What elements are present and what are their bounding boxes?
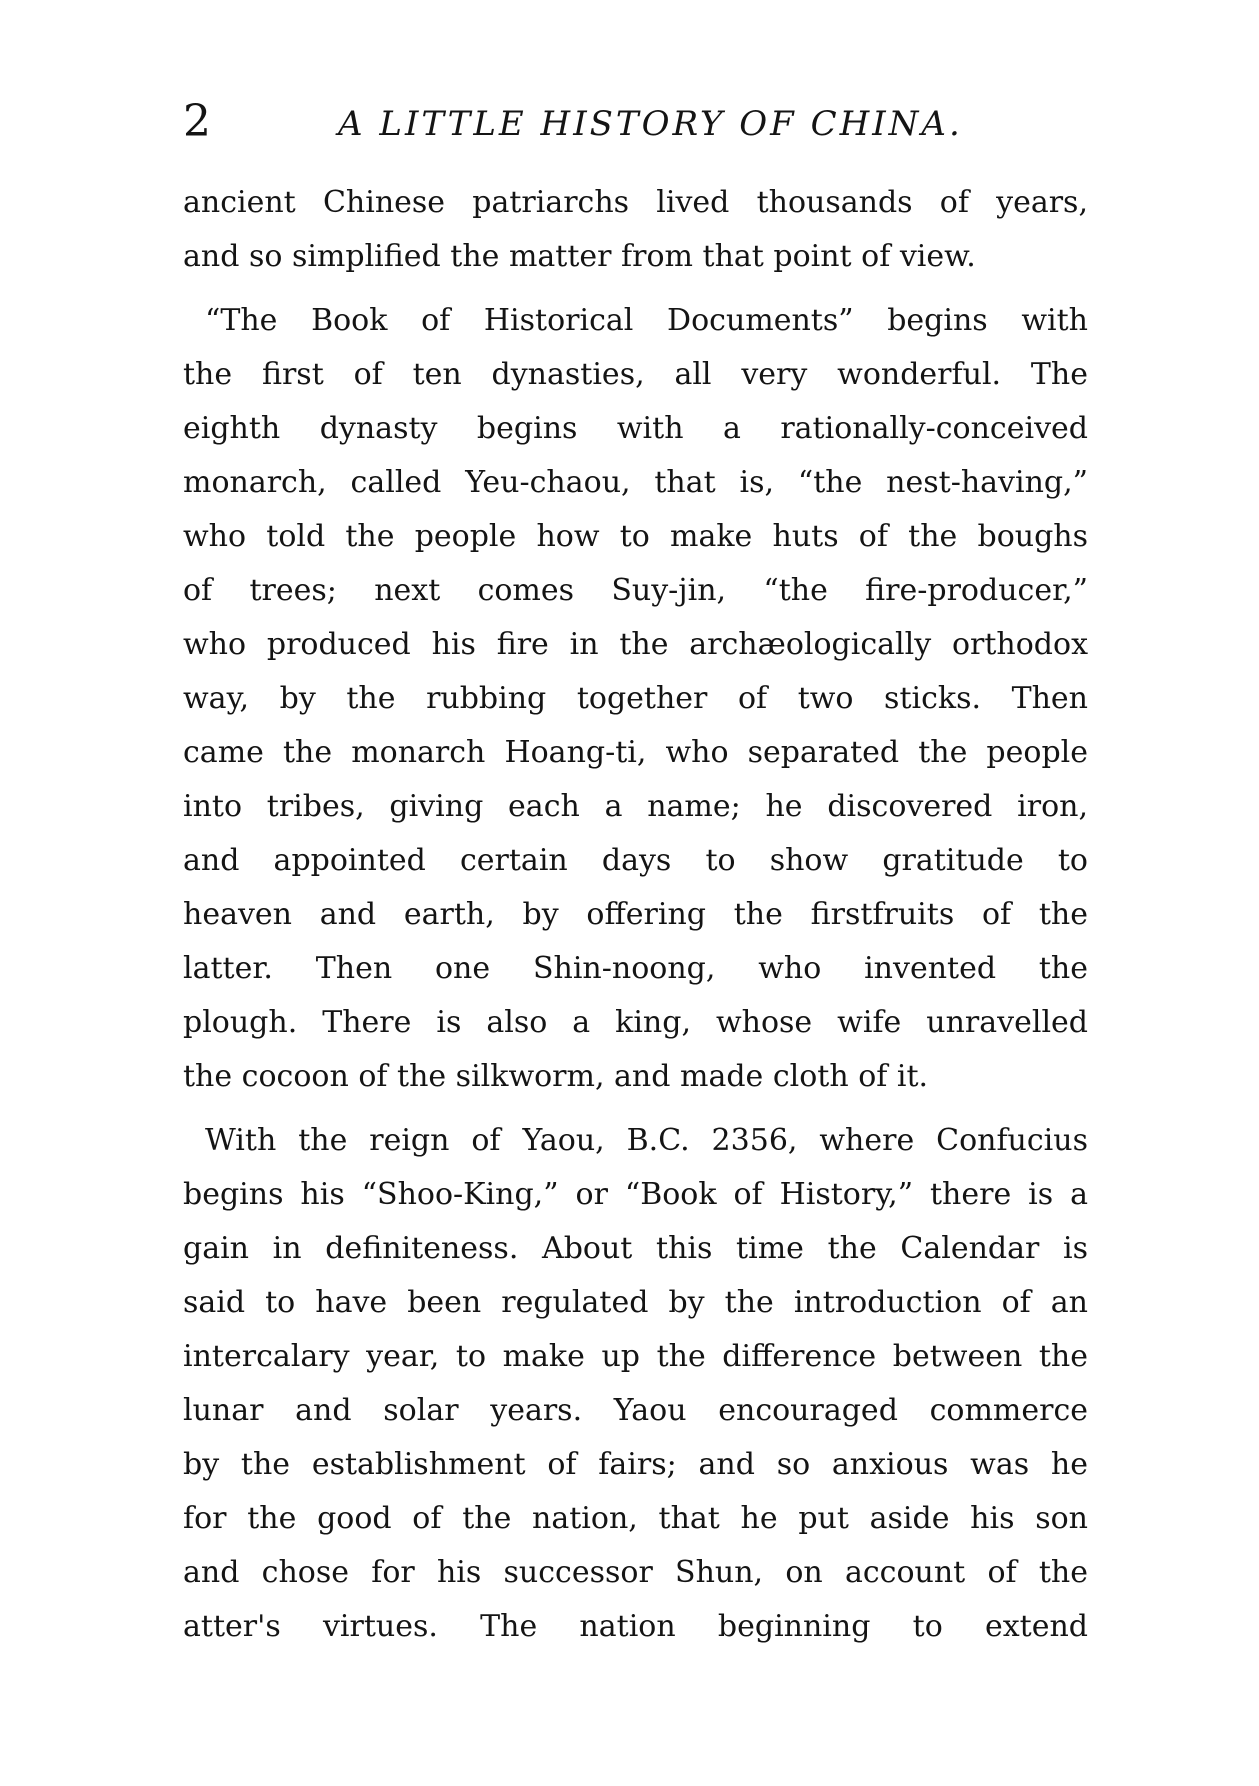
text-line: and chose for his successor Shun, on account of the <box>183 1555 1088 1590</box>
text-line: ancient Chinese patriarchs lived thousands of years, <box>183 185 1088 220</box>
text-line: lunar and solar years. Yaou encouraged commerce <box>183 1393 1088 1428</box>
text-line: With the reign of Yaou, B.C. 2356, where Confucius <box>205 1123 1088 1158</box>
text-line: the first of ten dynasties, all very wonderful. The <box>183 357 1088 392</box>
text-line: who produced his fire in the archæologically orthodox <box>183 627 1088 662</box>
paragraph <box>183 294 1088 1104</box>
text-line: and appointed certain days to show gratitude to <box>183 843 1088 878</box>
text-line: came the monarch Hoang-ti, who separated the people <box>183 735 1088 770</box>
text-line: and so simplified the matter from that point of view. <box>183 239 976 274</box>
paragraph <box>183 176 1088 284</box>
text-line: by the establishment of fairs; and so anxious was he <box>183 1447 1088 1482</box>
text-line: for the good of the nation, that he put aside his son <box>183 1501 1088 1536</box>
text-line: gain in definiteness. About this time the Calendar is <box>183 1231 1088 1266</box>
text-line: monarch, called Yeu-chaou, that is, “the nest-having,” <box>183 465 1088 500</box>
text-line: eighth dynasty begins with a rationally-conceived <box>183 411 1088 446</box>
running-title: A LITTLE HISTORY OF CHINA. <box>338 104 963 144</box>
text-line: who told the people how to make huts of the boughs <box>183 519 1088 554</box>
text-line: “The Book of Historical Documents” begins with <box>205 303 1088 338</box>
text-line: of trees; next comes Suy-jin, “the fire-producer,” <box>183 573 1088 608</box>
text-line: intercalary year, to make up the difference between the <box>183 1339 1088 1374</box>
text-line: atter's virtues. The nation beginning to extend <box>183 1609 1088 1644</box>
text-line: said to have been regulated by the introduction of an <box>183 1285 1088 1320</box>
paragraph <box>183 1114 1088 1654</box>
text-line: latter. Then one Shin-noong, who invented the <box>183 951 1088 986</box>
page-number: 2 <box>183 96 211 147</box>
text-line: plough. There is also a king, whose wife unravelled <box>183 1005 1088 1040</box>
body-text <box>183 176 1088 1654</box>
text-line: heaven and earth, by offering the firstfruits of the <box>183 897 1088 932</box>
text-line: into tribes, giving each a name; he discovered iron, <box>183 789 1088 824</box>
text-line: begins his “Shoo-King,” or “Book of History,” there is a <box>183 1177 1088 1212</box>
page-header <box>183 92 1083 152</box>
text-line: way, by the rubbing together of two sticks. Then <box>183 681 1088 716</box>
text-line: the cocoon of the silkworm, and made cloth of it. <box>183 1059 929 1094</box>
